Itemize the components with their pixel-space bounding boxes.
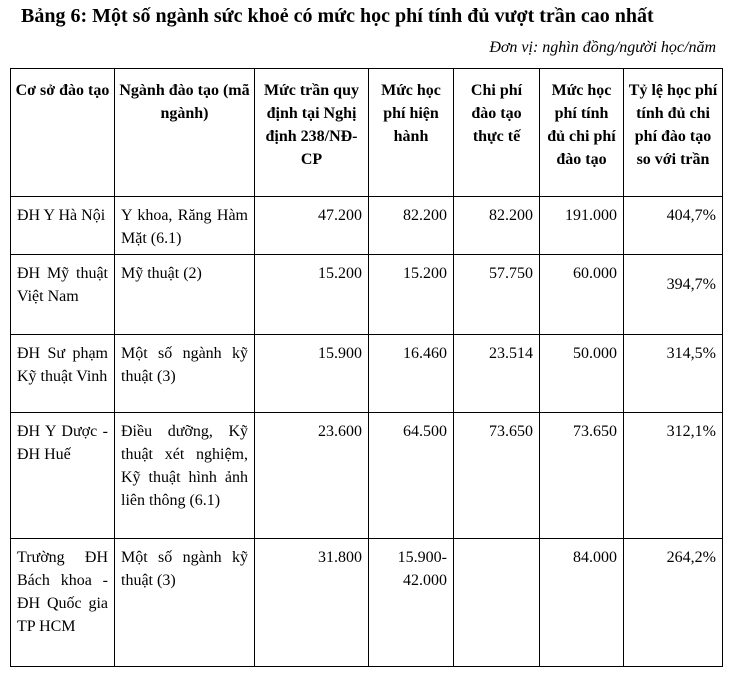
cell-ceiling: 15.200 (255, 255, 369, 335)
cell-full-fee: 50.000 (540, 335, 624, 413)
header-full-fee: Mức học phí tính đủ chi phí đào tạo (540, 69, 624, 197)
header-actual-cost: Chi phí đào tạo thực tế (454, 69, 540, 197)
cell-actual-cost: 57.750 (454, 255, 540, 335)
header-major: Ngành đào tạo (mã ngành) (115, 69, 255, 197)
cell-school: Trường ĐH Bách khoa - ĐH Quốc gia TP HCM (11, 539, 115, 667)
cell-major: Một số ngành kỹ thuật (3) (115, 539, 255, 667)
cell-ceiling: 15.900 (255, 335, 369, 413)
cell-ratio: 264,2% (624, 539, 723, 667)
cell-ratio: 404,7% (624, 197, 723, 255)
table-row (11, 335, 723, 413)
table-title: Bảng 6: Một số ngành sức khoẻ có mức học phí tính đủ vượt trần cao nhất (21, 5, 654, 27)
cell-school: ĐH Y Hà Nội (11, 197, 115, 255)
cell-ceiling: 47.200 (255, 197, 369, 255)
table-row (11, 255, 723, 335)
cell-ratio: 314,5% (624, 335, 723, 413)
header-row (11, 69, 723, 197)
unit-note: Đơn vị: nghìn đồng/người học/năm (489, 39, 716, 56)
cell-major: Một số ngành kỹ thuật (3) (115, 335, 255, 413)
cell-major: Y khoa, Răng Hàm Mặt (6.1) (115, 197, 255, 255)
cell-actual-cost (454, 539, 540, 667)
cell-current-fee: 16.460 (369, 335, 454, 413)
cell-ratio: 394,7% (624, 255, 723, 335)
table-row (11, 539, 723, 667)
cell-school: ĐH Y Dược - ĐH Huế (11, 413, 115, 539)
header-school: Cơ sở đào tạo (11, 69, 115, 197)
cell-current-fee: 15.900-42.000 (369, 539, 454, 667)
cell-full-fee: 84.000 (540, 539, 624, 667)
cell-full-fee: 73.650 (540, 413, 624, 539)
cell-actual-cost: 23.514 (454, 335, 540, 413)
cell-ratio: 312,1% (624, 413, 723, 539)
header-ceiling: Mức trần quy định tại Nghị định 238/NĐ-CP (255, 69, 369, 197)
cell-full-fee: 60.000 (540, 255, 624, 335)
table-row (11, 197, 723, 255)
tuition-table (10, 68, 723, 667)
cell-current-fee: 82.200 (369, 197, 454, 255)
cell-full-fee: 191.000 (540, 197, 624, 255)
cell-ceiling: 23.600 (255, 413, 369, 539)
cell-ceiling: 31.800 (255, 539, 369, 667)
cell-major: Mỹ thuật (2) (115, 255, 255, 335)
cell-school: ĐH Sư phạm Kỹ thuật Vinh (11, 335, 115, 413)
cell-current-fee: 64.500 (369, 413, 454, 539)
cell-actual-cost: 73.650 (454, 413, 540, 539)
header-current-fee: Mức học phí hiện hành (369, 69, 454, 197)
cell-major: Điều dưỡng, Kỹ thuật xét nghiệm, Kỹ thuật hình ảnh liên thông (6.1) (115, 413, 255, 539)
cell-school: ĐH Mỹ thuật Việt Nam (11, 255, 115, 335)
cell-actual-cost: 82.200 (454, 197, 540, 255)
table-row (11, 413, 723, 539)
cell-current-fee: 15.200 (369, 255, 454, 335)
header-ratio: Tỷ lệ học phí tính đủ chi phí đào tạo so với trần (624, 69, 723, 197)
